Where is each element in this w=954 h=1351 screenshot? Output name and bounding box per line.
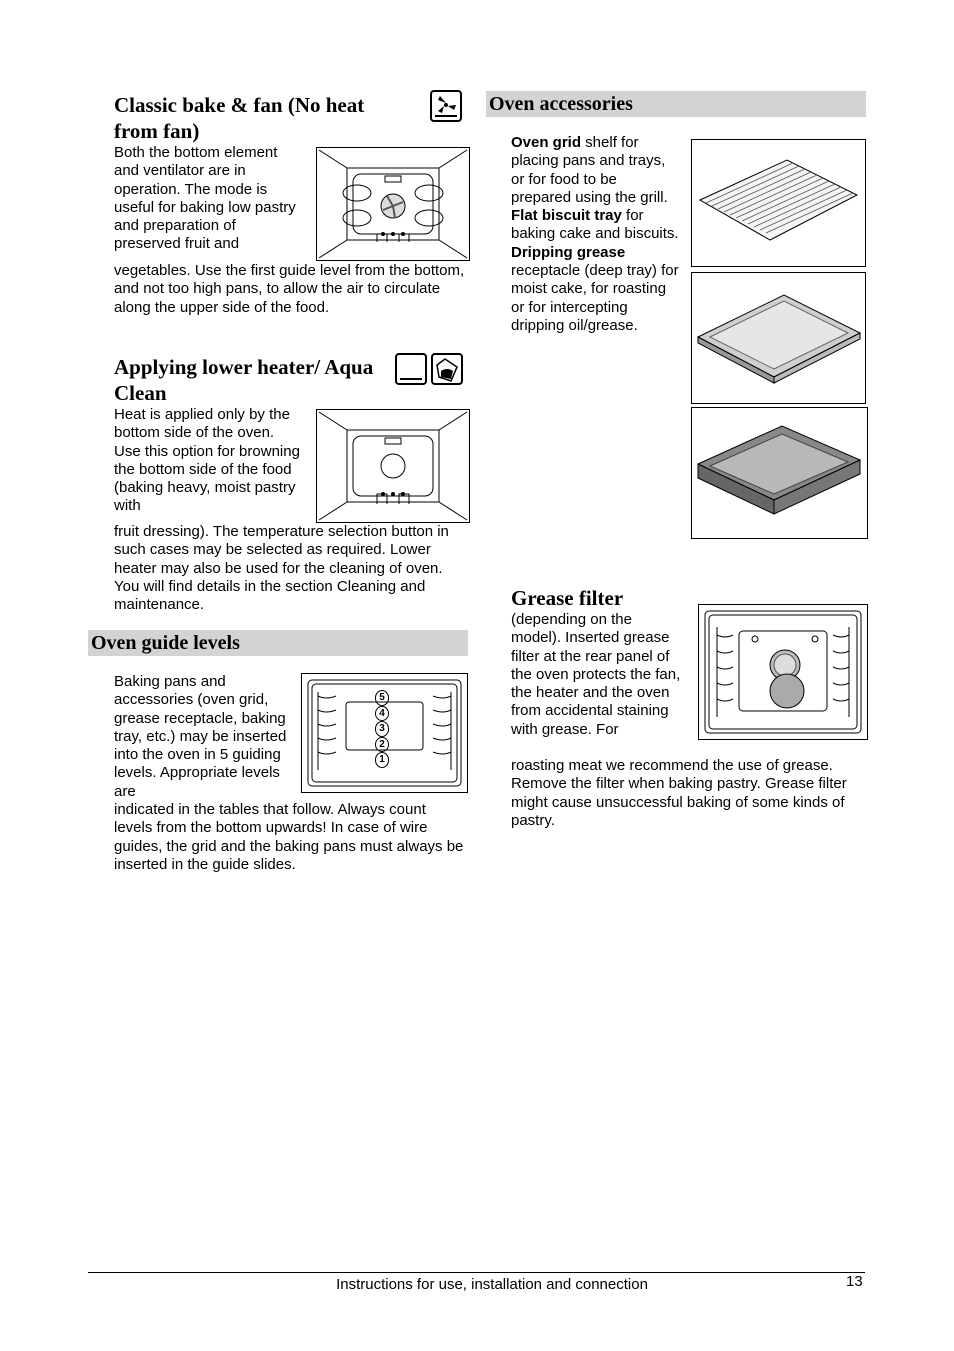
footer-rule [88,1272,865,1273]
grease-filter-text-wrap: (depending on the model). Inserted grease filter at the rear panel of the oven protects the fan, the heater and the oven from accidental staining with grease. For [511,611,681,738]
lower-heater-aqua-icons [395,353,465,385]
classic-bake-heading: Classic bake & fan (No heat from fan) [114,93,365,143]
guide-levels-diagram [301,673,468,793]
page-number: 13 [846,1273,863,1290]
flat-tray-text: for baking cake and biscuits. [511,207,679,243]
oven-grid-term: Oven grid [511,134,582,151]
dripping-grease-term: Dripping grease [511,243,626,261]
lower-heater-diagram [316,409,470,523]
grease-filter-heading: Grease filter [511,586,624,610]
guide-levels-text-wrap: Baking pans and accessories (oven grid, grease receptacle, baking tray, etc.) may be inserted into the oven in 5 guiding levels. Appropriate levels are [114,673,287,800]
flat-biscuit-tray-image [691,272,866,404]
guide-level-4: 4 [375,706,389,722]
classic-bake-text-full: vegetables. Use the first guide level from the bottom, and not too high pans, to allow the air to circulate along the upper side of the food. [114,262,465,316]
grease-filter-text-full: roasting meat we recommend the use of grease. Remove the filter when baking pastry. Grease filter might cause unsuccessful baking of some kinds of pastry. [511,757,847,829]
guide-level-1: 1 [375,752,389,768]
lower-heater-text-full: fruit dressing). The temperature selection button in such cases may be selected as required. Lower heater may also be used for the cleaning of oven. You will find details in the section Cleaning and maintenance. [114,523,449,614]
oven-grid-text: shelf for placing pans and trays, or for food to be prepared using the grill. [511,134,668,206]
guide-level-2: 2 [375,737,389,753]
classic-bake-diagram [316,147,470,261]
oven-accessories-heading: Oven accessories [486,91,866,117]
guide-level-3: 3 [375,721,389,737]
dripping-grease-text: receptacle (deep tray) for moist cake, for roasting or for intercepting dripping oil/grease. [511,262,679,334]
classic-bake-text-wrap: Both the bottom element and ventilator are in operation. The mode is useful for baking low pastry and preparation of preserved fruit and [114,144,296,253]
lower-heater-text-wrap: Heat is applied only by the bottom side of the oven. Use this option for browning the bottom side of the food (baking heavy, moist pastry with [114,406,300,515]
guide-levels-text-full: indicated in the tables that follow. Always count levels from the bottom upwards! In case of wire guides, the grid and the baking pans must always be inserted in the guide slides. [114,801,464,873]
guide-level-5: 5 [375,690,389,706]
lower-heater-heading: Applying lower heater/ Aqua Clean [114,355,374,405]
fan-mode-icon [430,90,462,122]
oven-guide-levels-heading: Oven guide levels [88,630,468,656]
accessories-text [511,134,681,335]
dripping-grease-receptacle-image [691,407,868,539]
oven-grid-image [691,139,866,267]
grease-filter-diagram [698,604,868,740]
footer-text: Instructions for use, installation and connection [336,1276,648,1293]
flat-tray-term: Flat biscuit tray [511,207,622,225]
